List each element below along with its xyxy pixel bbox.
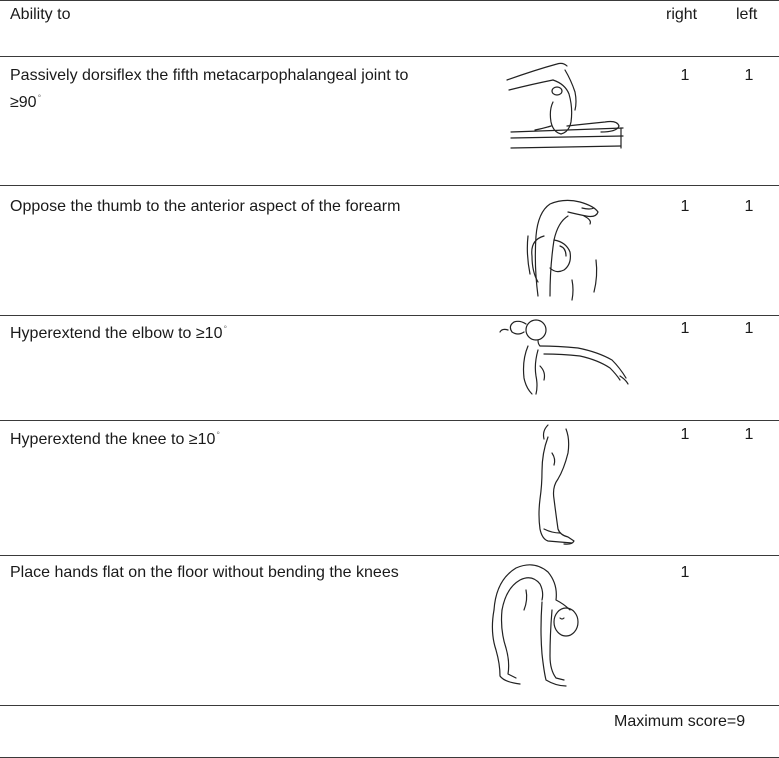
row-right-score: 1 xyxy=(680,67,690,84)
row-left-score: 1 xyxy=(744,426,754,443)
header-divider xyxy=(0,56,779,57)
row-divider xyxy=(0,420,779,421)
maximum-score: Maximum score=9 xyxy=(614,713,746,730)
forward-bend-figure xyxy=(486,560,586,690)
thumb-forearm-figure xyxy=(520,196,610,301)
row-divider xyxy=(0,185,779,186)
knee-hyperextension-figure xyxy=(528,423,583,548)
row-ability-text: Passively dorsiflex the fifth metacarpophalangeal joint to ≥90° xyxy=(10,67,409,111)
row-left-score: 1 xyxy=(744,320,754,337)
header-right: right xyxy=(666,6,698,23)
elbow-hyperextension-figure xyxy=(498,316,633,398)
row-right-score: 1 xyxy=(680,198,690,215)
hand-dorsiflexion-figure xyxy=(505,62,625,152)
row-ability-text: Oppose the thumb to the anterior aspect of the forearm xyxy=(10,198,401,215)
row-right-score: 1 xyxy=(680,564,690,581)
row-left-score: 1 xyxy=(744,67,754,84)
row-ability-text: Hyperextend the knee to ≥10° xyxy=(10,430,220,448)
row-left-score: 1 xyxy=(744,198,754,215)
row-divider xyxy=(0,555,779,556)
row-ability-text: Place hands flat on the floor without bending the knees xyxy=(10,564,399,581)
header-ability: Ability to xyxy=(10,6,71,23)
row-ability-text: Hyperextend the elbow to ≥10° xyxy=(10,324,228,342)
row-right-score: 1 xyxy=(680,320,690,337)
table-top-rule xyxy=(0,0,779,1)
row-divider xyxy=(0,315,779,316)
header-left: left xyxy=(736,6,758,23)
row-divider xyxy=(0,705,779,706)
row-right-score: 1 xyxy=(680,426,690,443)
